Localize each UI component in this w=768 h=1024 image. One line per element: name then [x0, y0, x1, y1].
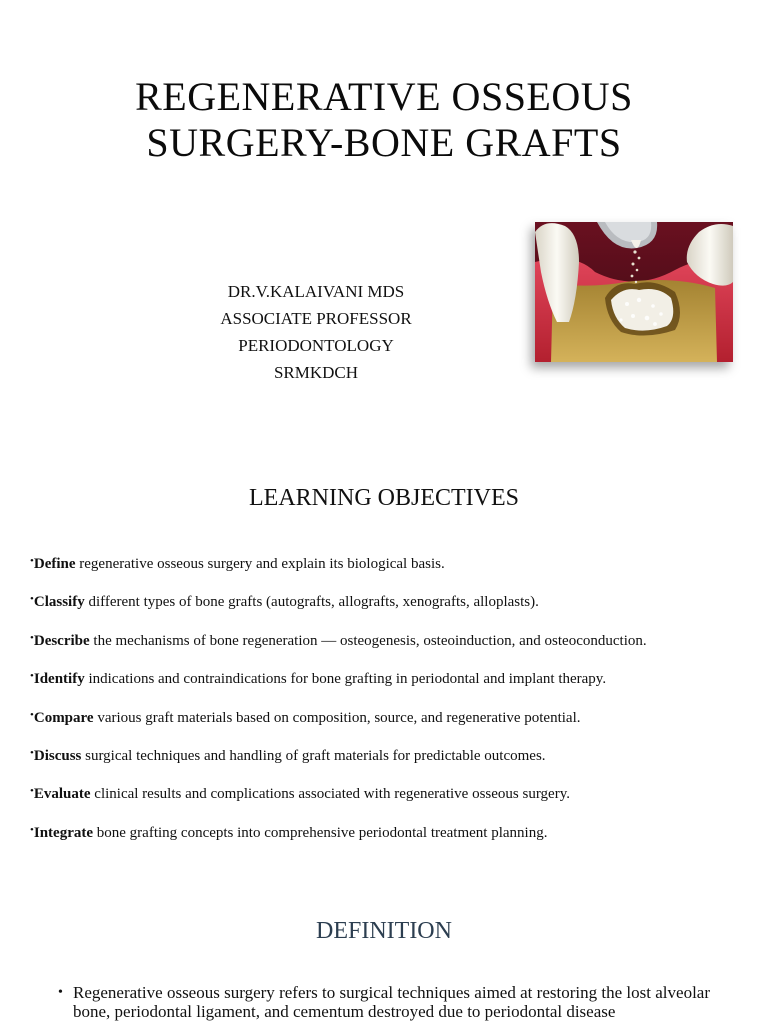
- objective-text: the mechanisms of bone regeneration — osteogenesis, osteoinduction, and osteoconduction.: [89, 632, 647, 649]
- list-item: [30, 780, 750, 818]
- bullet: •: [30, 593, 34, 606]
- bullet: •: [30, 708, 34, 721]
- author-name: DR.V.KALAIVANI MDS: [227, 282, 405, 301]
- objective-text: clinical results and complications associated with regenerative osseous surgery.: [90, 786, 570, 803]
- definition-paragraph: [58, 983, 710, 1021]
- bullet: •: [30, 785, 34, 798]
- bullet: •: [30, 555, 34, 567]
- objective-verb: Compare: [33, 709, 94, 726]
- list-item: [30, 665, 750, 703]
- author-institution: SRMKDCH: [273, 363, 359, 382]
- author-position: ASSOCIATE PROFESSOR: [220, 309, 412, 328]
- objective-text: bone grafting concepts into comprehensive periodontal treatment planning.: [93, 824, 548, 841]
- objective-verb: Describe: [33, 632, 90, 649]
- list-item: [30, 627, 750, 665]
- bullet: •: [30, 631, 34, 644]
- definition-text: Regenerative osseous surgery refers to surgical techniques aimed at restoring the lost alveolar bone, periodontal ligament, and cementum destroyed due to periodontal disease: [73, 983, 710, 1021]
- bone-graft-illustration: [535, 222, 733, 362]
- objective-verb: Identify: [33, 671, 85, 688]
- list-item: [30, 588, 750, 626]
- bullet: •: [30, 670, 34, 683]
- objective-text: surgical techniques and handling of graft materials for predictable outcomes.: [81, 747, 546, 764]
- author-department: PERIODONTOLOGY: [238, 336, 394, 355]
- learning-objectives-heading: LEARNING OBJECTIVES: [249, 485, 519, 511]
- definition-heading: DEFINITION: [316, 918, 452, 944]
- list-item: [30, 550, 750, 588]
- objective-text: various graft materials based on composition, source, and regenerative potential.: [93, 709, 581, 726]
- list-item: [30, 819, 750, 857]
- author-block: [150, 278, 482, 386]
- bullet: •: [30, 823, 34, 836]
- objectives-list: [30, 550, 750, 857]
- objective-text: different types of bone grafts (autografts, allografts, xenografts, alloplasts).: [84, 594, 539, 611]
- list-item: [30, 742, 750, 780]
- objective-verb: Evaluate: [33, 786, 91, 803]
- title-line-2: SURGERY-BONE GRAFTS: [146, 120, 622, 165]
- bullet: •: [30, 746, 34, 759]
- objective-verb: Discuss: [33, 747, 82, 764]
- list-item: [30, 704, 750, 742]
- objective-verb: Define: [33, 556, 76, 572]
- title-line-1: REGENERATIVE OSSEOUS: [135, 74, 633, 119]
- objective-verb: Integrate: [33, 824, 94, 841]
- objective-text: regenerative osseous surgery and explain its biological basis.: [75, 556, 445, 572]
- bullet: •: [58, 985, 63, 1000]
- objective-verb: Classify: [33, 594, 85, 611]
- slide-title: [0, 74, 768, 166]
- objective-text: indications and contraindications for bone grafting in periodontal and implant therapy.: [84, 671, 607, 688]
